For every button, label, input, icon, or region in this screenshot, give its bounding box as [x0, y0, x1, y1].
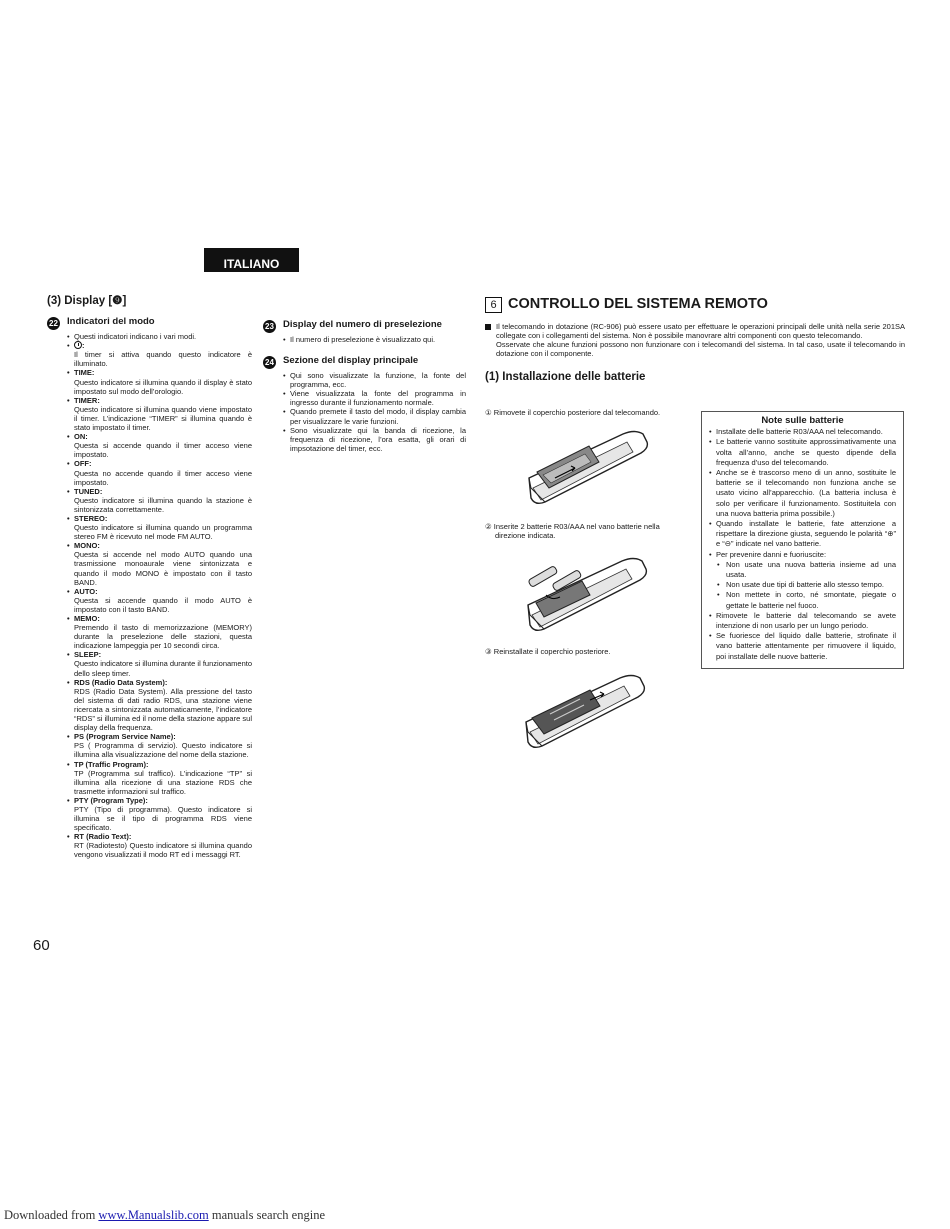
- item-number-badge: 22: [47, 317, 60, 330]
- column-display: [47, 297, 252, 860]
- subsection-title: Sezione del display principale: [283, 355, 419, 367]
- indicator-description: PTY (Tipo di programma). Questo indicatore si illumina se il tipo di programma RDS viene specificato.: [74, 804, 252, 833]
- term-description: Il timer si attiva quando questo indicatore è illuminato.: [74, 350, 252, 369]
- notes-sublist: [709, 560, 896, 611]
- indicator-description: TP (Programma sul traffico). L’indicazione “TP” si illumina alla ricezione di una stazione RDS che trasmette informazioni sul traffico.: [74, 768, 252, 796]
- indicator-term: • OFF:: [67, 459, 252, 468]
- indicator-description: Questo indicatore si illumina quando il display è stato impostato sul modo dell’orologio.: [74, 377, 252, 396]
- indicator-items: [67, 368, 252, 859]
- subsection-title: Display del numero di preselezione: [283, 319, 442, 330]
- language-tab: ITALIANO: [204, 248, 299, 272]
- indicator-description: RT (Radiotesto) Questo indicatore si illumina quando vengono visualizzati il modo RT ed i messaggi RT.: [74, 841, 252, 860]
- indicator-description: RDS (Radio Data System). Alla pressione del tasto del sistema di dati radio RDS, una stazione viene ricercata a sintonizzata automaticamente, l’indicatore “RDS” si illumina ed il nome della stazione appare sul display della frequenza.: [74, 686, 252, 733]
- chapter-title-text: CONTROLLO DEL SISTEMA REMOTO: [508, 296, 768, 313]
- indicator-term: • ON:: [67, 432, 252, 441]
- item-number-badge: 24: [263, 356, 276, 369]
- notes-title: Note sulle batterie: [761, 415, 844, 426]
- note-item: • Installate delle batterie R03/AAA nel telecomando.: [709, 427, 896, 437]
- footer-prefix: Downloaded from: [4, 1208, 99, 1222]
- list-item: • Quando premete il tasto del modo, il display cambia per visualizzare le varie funzioni.: [283, 407, 466, 425]
- note-item: • Quando installate le batterie, fate attenzione a rispettare la direzione giusta, seguendo le polarità “⊕” e “⊖” indicate nel vano batterie.: [709, 519, 896, 550]
- section-title-batteries: (1) Installazione delle batterie: [485, 371, 646, 384]
- page-number: 60: [33, 937, 50, 954]
- indicator-description: Questo indicatore si illumina durante il funzionamento dello sleep timer.: [74, 659, 253, 678]
- remote-cover-reinstall-illustration: [520, 670, 655, 752]
- indicator-term: • PTY (Program Type):: [67, 796, 252, 805]
- indicator-term: • TIMER:: [67, 396, 252, 405]
- list-item: • Questi indicatori indicano i vari modi.: [67, 332, 252, 341]
- note-item: • Anche se è trascorso meno di un anno, sostituite le batterie se il telecomando non funziona anche se usato vicino all’apparecchio. (La batteria inclusa è solo per verificare il funzionamento. Sostituitela con una nuova batteria prima possibile.): [709, 468, 896, 519]
- section-title-display: (3) Display [❾]: [47, 295, 127, 307]
- indicator-description: Questo indicatore si illumina quando un programma stereo FM è ricevuto nel mode FM AUTO.: [74, 523, 252, 542]
- subsection-mode-indicators: [47, 315, 252, 330]
- step-2: ② Inserite 2 batterie R03/AAA nel vano batterie nella direzione indicata.: [485, 522, 660, 541]
- step-3: ③ Reinstallate il coperchio posteriore.: [485, 647, 611, 656]
- indicator-description: Questo indicatore si illumina quando viene impostato il timer. L’indicazione “TIMER” si illumina quando è stato impostato il timer.: [74, 404, 252, 433]
- notes-list: [709, 427, 896, 560]
- indicator-description: Questo indicatore si illumina quando la stazione è sintonizzata correttamente.: [74, 495, 252, 514]
- note-item: • Se fuoriesce del liquido dalle batterie, strofinate il vano batterie attentamente per rimuovere il liquido, poi installate delle nuove batterie.: [709, 631, 896, 662]
- manualslib-link[interactable]: www.Manualslib.com: [98, 1208, 209, 1222]
- indicator-description: Questa si accende nel modo AUTO quando una trasmissione monoaurale viene sintonizzata e quando il modo MONO è impostato con il tasto BAND.: [74, 550, 252, 587]
- note-item: • Le batterie vanno sostituite approssimativamente una volta all’anno, anche se questo dipende della frequenza d’uso del telecomando.: [709, 437, 896, 468]
- footer-suffix: manuals search engine: [208, 1208, 325, 1222]
- indicator-term: • MEMO:: [67, 614, 252, 623]
- indicator-term: • STEREO:: [67, 514, 252, 523]
- indicator-description: Questa si accende quando il modo AUTO è impostato con il tasto BAND.: [74, 595, 252, 614]
- chapter-intro: [485, 322, 905, 358]
- subsection-preset-number: [263, 318, 466, 333]
- note-item: • Rimovete le batterie dal telecomando se avete intenzione di non usarlo per un lungo periodo.: [709, 611, 896, 631]
- subsection-main-display: [263, 354, 466, 369]
- intro-paragraph: Osservate che alcune funzioni possono non funzionare con i telecomandi del sistema. In tal caso, usate il telecomando in dotazione con il componente.: [496, 340, 905, 359]
- list-item: [67, 341, 252, 350]
- preset-number-block: [263, 318, 466, 344]
- remote-battery-insert-illustration: [522, 553, 657, 635]
- mode-indicator-list: [67, 332, 252, 859]
- list-item: • Il numero di preselezione è visualizzato qui.: [283, 335, 466, 344]
- clock-icon: [74, 341, 82, 349]
- note-subitem: • Non usate due tipi di batterie allo stesso tempo.: [709, 580, 896, 590]
- indicator-term: • TUNED:: [67, 487, 252, 496]
- term: :: [82, 341, 85, 351]
- column-preset-display: [263, 318, 466, 463]
- item-number-badge: 23: [263, 320, 276, 333]
- note-subitem: • Non usate una nuova batteria insieme ad una usata.: [709, 560, 896, 580]
- chapter-title: [485, 297, 905, 313]
- indicator-description: Questa si accende quando il timer acceso viene impostato.: [74, 441, 252, 460]
- preset-number-list: [283, 335, 466, 344]
- subsection-title: Indicatori del modo: [67, 316, 155, 328]
- indicator-term: • PS (Program Service Name):: [67, 732, 252, 741]
- indicator-description: PS ( Programma di servizio). Questo indicatore si illumina alla visualizzazione del nome della stazione.: [74, 741, 252, 760]
- remote-cover-removal-illustration: [523, 426, 658, 508]
- main-display-block: [263, 354, 466, 453]
- note-item: • Per prevenire danni e fuoriuscite:: [709, 550, 896, 560]
- chapter-number: 6: [485, 297, 502, 313]
- step-1: ① Rimovete il coperchio posteriore dal telecomando.: [485, 408, 661, 417]
- indicator-term: • TP (Traffic Program):: [67, 760, 252, 769]
- column-remote-control: [485, 297, 905, 390]
- indicator-term: • TIME:: [67, 368, 252, 377]
- main-display-list: [283, 371, 466, 453]
- list-item: • Sono visualizzate qui la banda di ricezione, la frequenza di ricezione, l’ora esatta, gli orari di impsotazione del timer, ecc.: [283, 426, 466, 453]
- indicator-description: Premendo il tasto di memorizzazione (MEMORY) durante la preselezione delle stazioni, questa indicazione lampeggia per 10 secondi circa.: [74, 623, 252, 651]
- indicator-description: Questa no accende quando il timer acceso viene impostato.: [74, 468, 252, 487]
- indicator-term: • RDS (Radio Data System):: [67, 678, 252, 687]
- indicator-term: • SLEEP:: [67, 650, 252, 659]
- list-item: • Viene visualizzata la fonte del programma in ingresso durante il funzionamento normale.: [283, 389, 466, 407]
- intro-paragraph: Il telecomando in dotazione (RC-906) può essere usato per effettuare le operazioni principali delle unità nella serie 201SA collegate con i collegamenti del sistema. Non è possibile manovrare altri componenti con questo telecomando.: [496, 322, 905, 341]
- indicator-term: • MONO:: [67, 541, 252, 550]
- notes-list-continued: [709, 611, 896, 662]
- note-subitem: • Non mettete in corto, né smontate, piegate o gettate le batterie nel fuoco.: [709, 590, 896, 610]
- indicator-term: • RT (Radio Text):: [67, 832, 252, 841]
- list-item: • Qui sono visualizzate la funzione, la fonte del programma, ecc.: [283, 371, 466, 389]
- battery-notes-box: [701, 411, 904, 669]
- download-footer: [4, 1208, 325, 1223]
- indicator-term: • AUTO:: [67, 587, 252, 596]
